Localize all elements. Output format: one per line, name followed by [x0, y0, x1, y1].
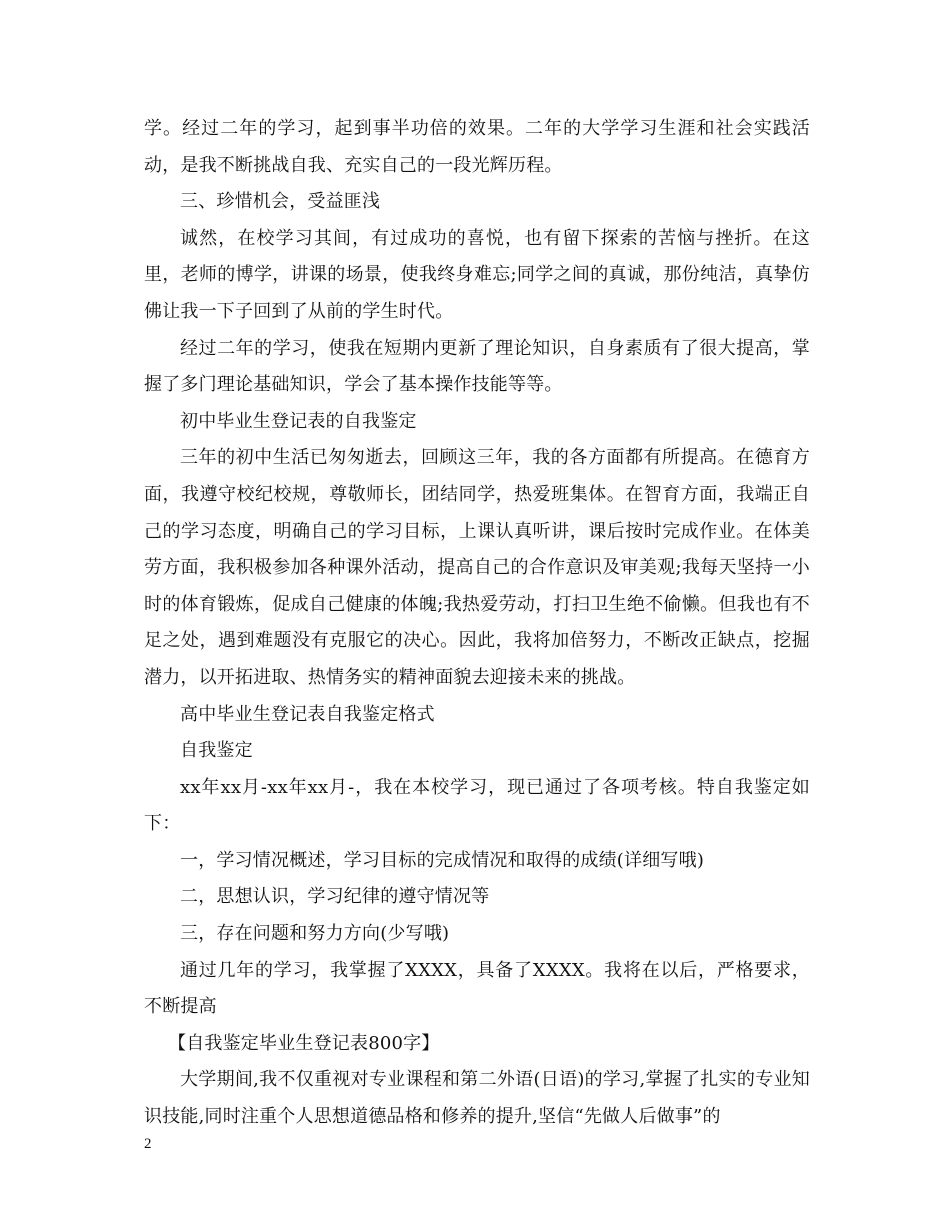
- list-item-study-overview: 一，学习情况概述，学习目标的完成情况和取得的成绩(详细写哦): [180, 849, 705, 871]
- heading-senior-high-format: 高中毕业生登记表自我鉴定格式: [180, 703, 435, 725]
- paragraph-two-years-study: 经过二年的学习，使我在短期内更新了理论知识，自身素质有了很大提高，掌握了多门理论基础知识，学会了基本操作技能等等。: [144, 337, 810, 396]
- paragraph-continuation: 学。经过二年的学习，起到事半功倍的效果。二年的大学学习生涯和社会实践活动，是我不断挑战自我、充实自己的一段光辉历程。: [144, 118, 810, 176]
- paragraph-university: 大学期间,我不仅重视对专业课程和第二外语(日语)的学习,掌握了扎实的专业知识技能,同时注重个人思想道德品格和修养的提升,坚信“先做人后做事”的: [144, 1069, 810, 1128]
- paragraph-junior-high-summary: 三年的初中生活已匆匆逝去，回顾这三年，我的各方面都有所提高。在德育方面，我遵守校纪校规，尊敬师长，团结同学，热爱班集体。在智育方面，我端正自己的学习态度，明确自己的学习目标，上课认真听讲，课后按时完成作业。在体美劳方面，我积极参加各种课外活动，提高自己的合作意识及审美观;我每天坚持一小时的体育锻炼，促成自己健康的体魄;我热爱劳动，打扫卫生绝不偷懒。但我也有不足之处，遇到难题没有克服它的决心。因此，我将加倍努力，不断改正缺点，挖掘潜力，以开拓进取、热情务实的精神面貌去迎接未来的挑战。: [144, 447, 810, 688]
- list-item-problems: 三，存在问题和努力方向(少写哦): [180, 923, 450, 945]
- paragraph-study-period: xx年xx月-xx年xx月-，我在本校学习，现已通过了各项考核。特自我鉴定如下：: [144, 776, 810, 835]
- page-number: 2: [144, 1136, 152, 1152]
- paragraph-conclusion: 通过几年的学习，我掌握了XXXX，具备了XXXX。我将在以后，严格要求，不断提高: [144, 959, 810, 1018]
- section-heading-cherish-opportunity: 三、珍惜机会，受益匪浅: [180, 191, 381, 213]
- heading-junior-high-appraisal: 初中毕业生登记表的自我鉴定: [180, 410, 417, 432]
- document-body: [144, 111, 810, 1136]
- heading-800-words: 【自我鉴定毕业生登记表800字】: [168, 1032, 440, 1054]
- list-item-ideology: 二，思想认识，学习纪律的遵守情况等: [180, 886, 490, 908]
- heading-self-appraisal: 自我鉴定: [180, 740, 253, 762]
- paragraph-school-experience: 诚然，在校学习其间，有过成功的喜悦，也有留下探索的苦恼与挫折。在这里，老师的博学，讲课的场景，使我终身难忘;同学之间的真诚，那份纯洁，真挚仿佛让我一下子回到了从前的学生时代。: [144, 227, 810, 322]
